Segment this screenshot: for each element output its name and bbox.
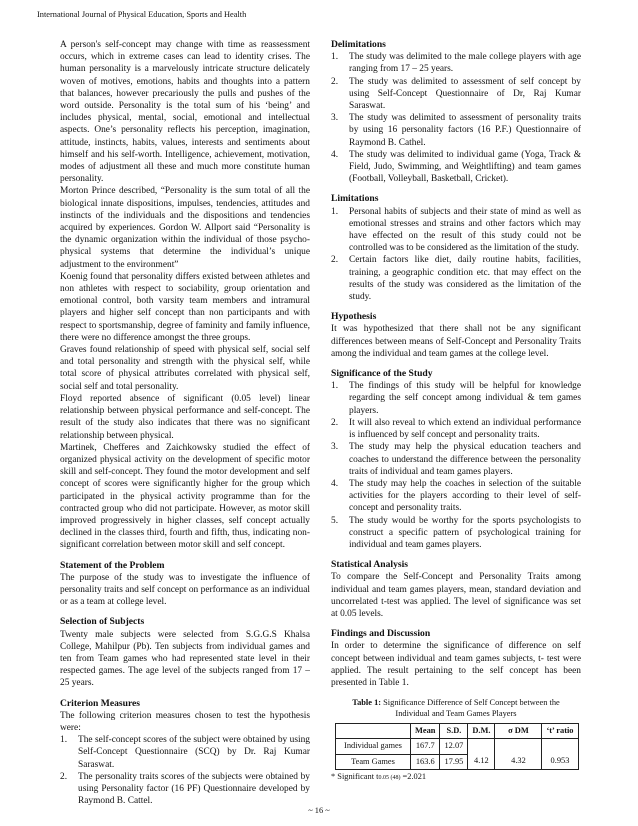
table-row: [336, 739, 579, 754]
table-cell: 17.95: [440, 754, 468, 769]
heading-delimitations: Delimitations: [331, 39, 386, 50]
table-header-cell: [336, 724, 411, 739]
heading-selection-of-subjects: Selection of Subjects: [60, 616, 145, 628]
list-text: It will also reveal to which extend an individual performance is influenced by self concept and personality traits.: [349, 417, 581, 441]
paragraph: It was hypothesized that there shall not be any significant differences between means of Self-Concept and Personality Traits among the individual and team games at the college level.: [331, 324, 581, 359]
table-cell: 0.953: [542, 754, 578, 769]
list-item: [331, 112, 581, 149]
delimitations-list: [331, 51, 581, 185]
list-text: The study was delimited to the male college players with age ranging from 17 – 25 years.: [349, 52, 581, 75]
list-text: The study may help the coaches in selection of the suitable activities for the players according to their level of self-concept and personality traits.: [349, 478, 581, 514]
table-header-cell: ‘t’ ratio: [542, 724, 578, 739]
list-text: The study may help the physical education teachers and coaches to understand the difference between the personality traits of individual and team games players.: [349, 442, 581, 477]
heading-statistical-analysis: Statistical Analysis: [331, 559, 409, 571]
list-text: The personality traits scores of the subjects were obtained by using Personality factor (16 PF) Questionnaire developed by Raymond B. Cattel.: [78, 771, 310, 807]
heading-limitations: Limitations: [331, 193, 379, 205]
table-cell: Individual games: [336, 739, 411, 754]
list-number: 2.: [331, 417, 339, 428]
list-number: 1.: [331, 52, 339, 63]
list-item: [60, 771, 310, 808]
list-text: Certain factors like diet, daily routine habits, facilities, training, a geographic condition etc. that may effect on the results of the study was considered as the limitation of the study.: [349, 255, 581, 303]
list-number: 1.: [331, 206, 339, 217]
table-cell: 163.6: [411, 754, 440, 769]
list-item: [331, 254, 581, 303]
list-item: [331, 76, 581, 113]
heading-statement-of-problem: Statement of the Problem: [60, 559, 165, 571]
paragraph: Martinek, Chefferes and Zaichkowsky studied the effect of organized physical activity on the development of specific motor skill and self-concept. They found the motor development and self concept of scores were significantly higher for the group which participated in the physical activity programme than for the contracted group who did not participate. However, as motor skill improved progressively in higher classes, self concept actually declined in the classes third, fourth and fifth, thus, indicating non-significant correlation between motor skill and self concept.: [60, 442, 310, 551]
table-header-cell: D.M.: [468, 724, 495, 739]
list-text: The study was delimited to assessment of personality traits by using 16 personality factors (16 P.F.) Questionnaire of Raymond B. Cathel.: [349, 113, 581, 148]
heading-findings: Findings and Discussion: [331, 628, 431, 640]
left-column: [60, 39, 310, 807]
paragraph: The following criterion measures chosen to test the hypothesis were:: [60, 710, 310, 733]
table-cell: [495, 739, 542, 754]
results-table: [335, 723, 579, 770]
list-number: 4.: [331, 149, 339, 160]
table-cell: [542, 739, 578, 754]
list-item: [331, 380, 581, 417]
list-number: 3.: [331, 113, 339, 124]
paragraph: Morton Prince described, “Personality is the sum total of all the biological innate dispositions, impulses, tendencies, attitudes and instincts of the individuals and the dispositions and tendencies acquired by experiences. Gordon W. Allport said “Personality is the dynamic organization within the individual of those psycho-physical systems that determine the individual’s unique adjustment to the environment”: [60, 186, 310, 270]
paragraph: Floyd reported absence of significant (0.05 level) linear relationship between physical performance and self-concept. The result of the study also indicates that there was no significant relationship between physical.: [60, 393, 310, 441]
criterion-list: [60, 734, 310, 807]
list-number: 4.: [331, 478, 339, 489]
heading-criterion-measures: Criterion Measures: [60, 697, 141, 709]
table-header-cell: S.D.: [440, 724, 468, 739]
table-cell: 4.32: [495, 754, 542, 769]
paragraph: A person's self-concept may change with time as reassessment occurs, which in extreme cases can lead to identity crises. The human personality is a marvelously intricate structure delicately woven of motives, emotions, habits and thoughts into a pattern that balances, however precariously the pulls and pushes of the word outside. Personality is the total sum of his ‘being’ and includes physical, mental, social, emotional and intellectual aspects. One’s personality reflects his perception, imagination, attitude, instincts, habits, values, interests and sentiments about himself and his self-worth. Intelligence, achievement, motivation, modes of adjustment all these and much more constitute human personality.: [60, 40, 310, 185]
paragraph: To compare the Self-Concept and Personality Traits among individual and team games players, mean, standard deviation and uncorrelated t-test was applied. The level of significance was set at 0.05 levels.: [331, 572, 581, 619]
right-column: [331, 39, 581, 784]
list-number: 2.: [331, 76, 339, 87]
paragraph: In order to determine the significance of difference on self concept between individual and team games subjects, t- test were applied. The result pertaining to the self concept has been presented in Table 1.: [331, 641, 581, 688]
list-item: [331, 515, 581, 552]
list-item: [331, 441, 581, 478]
list-text: The findings of this study will be helpful for knowledge regarding the self concept among individual & tem games players.: [349, 381, 581, 416]
list-text: Personal habits of subjects and their state of mind as well as emotional stresses and strains and other factors which may have effected on the result of this study could not be controlled was to be considered as the limitation of the study.: [349, 206, 581, 254]
table-cell: Team Games: [336, 754, 411, 769]
list-number: 1.: [331, 381, 339, 392]
significance-list: [331, 380, 581, 551]
table-header-cell: Mean: [411, 724, 440, 739]
page-number: ~ 16 ~: [308, 806, 330, 815]
note-prefix: * Significant t: [331, 771, 379, 781]
list-item: [331, 51, 581, 75]
table-row: [336, 754, 579, 769]
table-cell: 12.07: [440, 739, 468, 754]
table-note: [331, 771, 581, 784]
table-cell: [468, 739, 495, 754]
table-caption: [337, 697, 575, 719]
table-caption-text: Significance Difference of Self Concept between the Individual and Team Games Players: [383, 698, 560, 719]
list-text: The study was delimited to assessment of self concept by using Self-Concept Questionnaire of Dr, Raj Kumar Saraswat.: [349, 76, 581, 112]
list-number: 2.: [331, 255, 339, 266]
list-text: The self-concept scores of the subject were obtained by using Self-Concept Questionnaire (SCQ) by Dr. Raj Kumar Saraswat.: [78, 735, 310, 770]
list-number: 3.: [331, 442, 339, 453]
note-subscript: 0.05 (48): [378, 774, 401, 781]
table-cell: 4.12: [468, 754, 495, 769]
note-suffix: =2.021: [400, 771, 427, 781]
list-text: The study was delimited to individual game (Yoga, Track & Field, Judo, Swimming, and Weightlifting) and team games (Football, Volleyball, Basketball, Cricket).: [349, 149, 581, 185]
limitations-list: [331, 206, 581, 304]
heading-significance: Significance of the Study: [331, 368, 433, 380]
heading-hypothesis: Hypothesis: [331, 311, 377, 323]
paragraph: The purpose of the study was to investigate the influence of personality traits and self concept on performance as an individual or as a team at college level.: [60, 572, 310, 608]
table-header-row: [336, 724, 579, 739]
paragraph: Graves found relationship of speed with physical self, social self and total personality and strength with the physical self, while total score of physical attributes correlated with physical self, social self and total personality.: [60, 345, 310, 392]
list-item: [331, 417, 581, 441]
paragraph: Koenig found that personality differs existed between athletes and non athletes with respect to sociability, group orientation and emotional control, both varsity team members and intramural players and higher self concept than non participants and with respect to sportsmanship, degree of faminity and family influence, there were no difference amongst the three groups.: [60, 271, 310, 343]
table-caption-label: Table 1:: [352, 698, 382, 708]
list-item: [331, 478, 581, 515]
table-header-cell: σ DM: [495, 724, 542, 739]
paragraph: Twenty male subjects were selected from S.G.G.S Khalsa College, Mahilpur (Pb). Ten subjects from individual games and ten from Team games who had represented state level in their respected games. The age level of the subjects ranged from 17 – 25 years.: [60, 629, 310, 689]
list-number: 5.: [331, 515, 339, 526]
running-head: International Journal of Physical Education, Sports and Health: [37, 10, 247, 19]
list-item: [60, 734, 310, 771]
list-text: The study would be worthy for the sports psychologists to construct a specific pattern of psychological training for individual and team games players.: [349, 515, 581, 550]
list-item: [331, 206, 581, 255]
list-number: 1.: [60, 735, 68, 746]
list-item: [331, 149, 581, 186]
list-number: 2.: [60, 771, 68, 782]
table-cell: 167.7: [411, 739, 440, 754]
